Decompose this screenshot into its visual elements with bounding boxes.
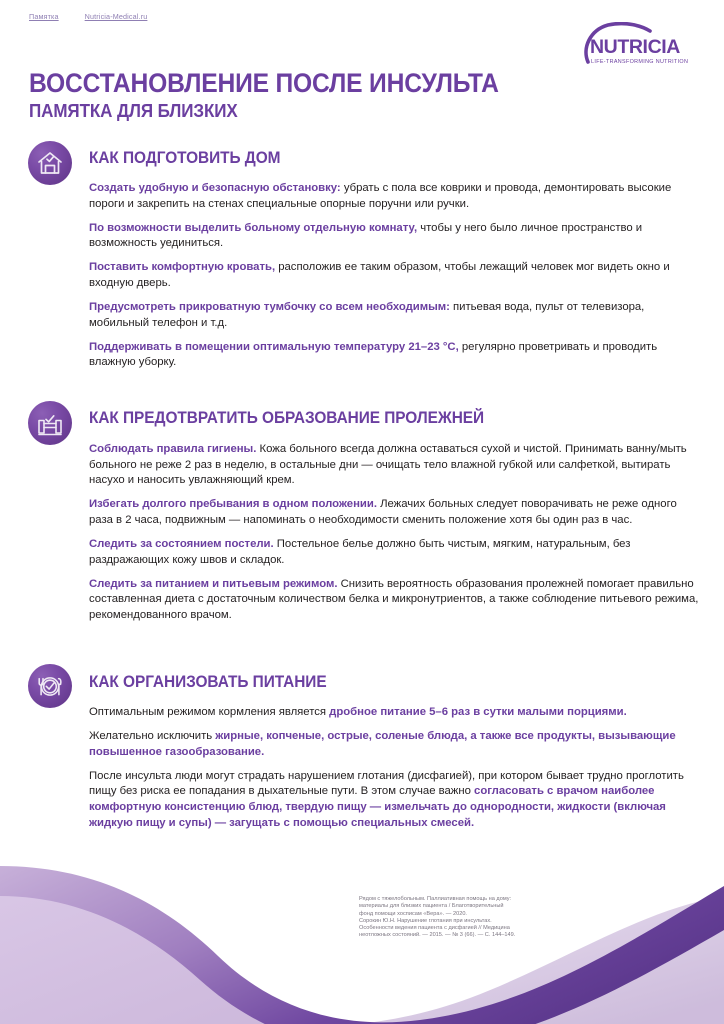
page-subtitle: ПАМЯТКА ДЛЯ БЛИЗКИХ [29, 100, 238, 121]
footer-line: фонд помощи хосписам «Вера». — 2020. [359, 910, 468, 917]
paragraph: Создать удобную и безопасную обстановку: убрать с пола все коврики и провода, демонтировать высокие пороги и закрепить на стенах специальные опорные поручни или ручки. [89, 182, 672, 210]
top-link-pamyatka[interactable]: Памятка [29, 12, 59, 21]
footer-citations [359, 896, 589, 940]
paragraph: Желательно исключить жирные, копченые, острые, соленые блюда, а также все продукты, вызывающие повышенное газообразование. [89, 730, 676, 758]
footer-line: Особенности ведения пациента с дисфагией // Медицина [359, 925, 510, 932]
footer-line: Сорокин Ю.Н. Нарушение глотания при инсультах. [359, 917, 492, 924]
section-body-organize-nutrition [89, 705, 699, 831]
bed-check-icon [28, 401, 72, 445]
paragraph: Следить за питанием и питьевым режимом. Снизить вероятность образования пролежней помогает правильно составленная диета с достаточным количеством белка и микронутриентов, а также соблюдение питьевого режима, рекомендованного врачом. [89, 577, 699, 621]
nutricia-logo [580, 22, 698, 68]
plate-cutlery-check-icon [28, 664, 72, 708]
page-title: ВОССТАНОВЛЕНИЕ ПОСЛЕ ИНСУЛЬТА [29, 68, 499, 98]
section-body-prepare-home [89, 181, 699, 371]
logo-wordmark: NUTRICIA [590, 36, 680, 58]
top-link-nutricia-medical[interactable]: Nutricia-Medical.ru [84, 12, 148, 21]
paragraph: После инсульта люди могут страдать нарушением глотания (дисфагией), при котором бывает трудно проглотить пищу без риска ее попадания в дыхательные пути. В этом случае важно согласовать с врачом наиболее комфортную консистенцию блюд, твердую пищу — измельчать до однородности, жидкости (включая жидкую пищу и супы) — загущать с помощью специальных смесей. [89, 769, 684, 829]
paragraph: Поддерживать в помещении оптимальную температуру 21–23 °C, регулярно проветривать и проводить влажную уборку. [89, 340, 658, 369]
section-heading-prepare-home: КАК ПОДГОТОВИТЬ ДОМ [89, 149, 281, 167]
footer-line: материалы для близких пациента / Благотворительный [359, 903, 504, 910]
paragraph: Оптимальным режимом кормления является дробное питание 5–6 раз в сутки малыми порциями. [89, 706, 627, 718]
section-body-prevent-bedsores [89, 442, 699, 623]
logo-tagline: LIFE-TRANSFORMING NUTRITION [591, 59, 689, 65]
paragraph: Предусмотреть прикроватную тумбочку со всем необходимым: питьевая вода, пульт от телевизора, мобильный телефон и т.д. [89, 301, 645, 329]
paragraph: Соблюдать правила гигиены. Кожа больного всегда должна оставаться сухой и чистой. Принимать ванну/мыть больного не реже 2 раз в неделю, в остальные дни — очищать тело влажной губкой или салфеткой, вытирать насухо и наносить увлажняющий крем. [89, 443, 687, 487]
house-check-icon [28, 141, 72, 185]
paragraph: Избегать долгого пребывания в одном положении. Лежачих больных следует поворачивать не реже одного раза в 2 часа, подвижным — напоминать о необходимости сменить положение хотя бы один раз в час. [89, 498, 677, 526]
footer-line: неотложных состояний. — 2015. — № 3 (66). — С. 144–149. [359, 932, 516, 939]
top-links [29, 12, 147, 21]
paragraph: Следить за состоянием постели. Постельное белье должно быть чистым, мягким, натуральным, без раздражающих кожу швов и складок. [89, 537, 631, 566]
section-heading-prevent-bedsores: КАК ПРЕДОТВРАТИТЬ ОБРАЗОВАНИЕ ПРОЛЕЖНЕЙ [89, 409, 485, 427]
footer-line: Рядом с тяжелобольным. Паллиативная помощь на дому: [359, 896, 512, 902]
paragraph: По возможности выделить больному отдельную комнату, чтобы у него было личное пространство и возможность уединиться. [89, 221, 643, 250]
section-heading-organize-nutrition: КАК ОРГАНИЗОВАТЬ ПИТАНИЕ [89, 673, 327, 691]
paragraph: Поставить комфортную кровать, расположив ее таким образом, чтобы лежащий человек мог видеть окно и входную дверь. [89, 261, 670, 289]
